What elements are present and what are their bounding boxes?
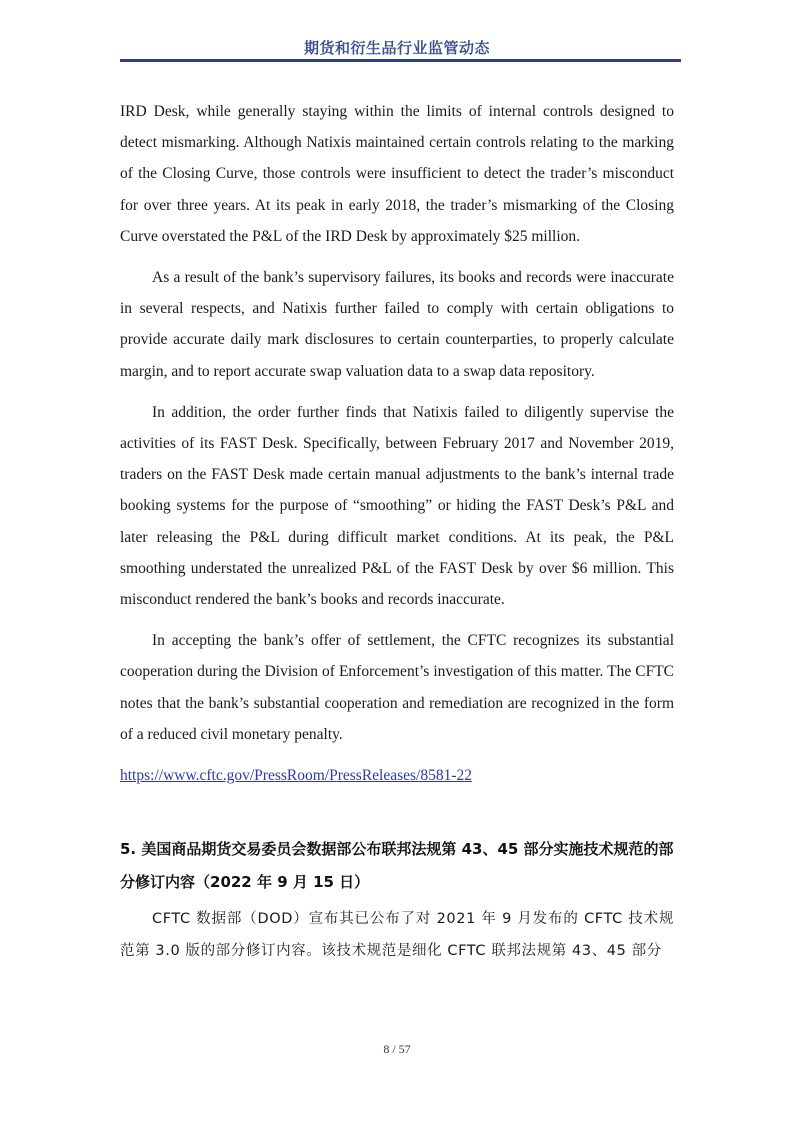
body-paragraph-3: In addition, the order further finds that Natixis failed to diligently supervise the activities of its FAST Desk. Specifically, between February 2017 and November 2019, traders on the FAST Desk made certain manual adjustments to the bank’s internal trade booking systems for the purpose of “smoothing” or hiding the FAST Desk’s P&L and later releasing the P&L during difficult market conditions. At its peak, the P&L smoothing understated the unrealized P&L of the FAST Desk by over $6 million. This misconduct rendered the bank’s books and records inaccurate. xyxy=(120,403,674,609)
section-paragraph: CFTC 数据部（DOD）宣布其已公布了对 2021 年 9 月发布的 CFTC 技术规范第 3.0 版的部分修订内容。该技术规范是细化 CFTC 联邦法规第 43、45 部分 xyxy=(120,911,674,960)
body-paragraph-4: In accepting the bank’s offer of settlement, the CFTC recognizes its substantial cooperation during the Division of Enforcement’s investigation of this matter. The CFTC notes that the bank’s substantial cooperation and remediation are recognized in the form of a reduced civil monetary penalty. xyxy=(120,632,674,743)
header-divider xyxy=(120,59,681,62)
body-paragraph-1: IRD Desk, while generally staying within the limits of internal controls designed to detect mismarking. Although Natixis maintained certain controls relating to the marking of the Closing Curve, those controls were insufficient to detect the trader’s misconduct for over three years. At its peak in early 2018, the trader’s mismarking of the Closing Curve overstated the P&L of the IRD Desk by approximately $25 million. xyxy=(120,103,674,245)
body-paragraph-2: As a result of the bank’s supervisory failures, its books and records were inaccurate in several respects, and Natixis further failed to comply with certain obligations to provide accurate daily mark disclosures to certain counterparties, to properly calculate margin, and to report accurate swap valuation data to a swap data repository. xyxy=(120,269,674,380)
running-header-title: 期货和衍生品行业监管动态 xyxy=(303,39,490,57)
section-heading: 5. 美国商品期货交易委员会数据部公布联邦法规第 43、45 部分实施技术规范的部分修订内容（2022 年 9 月 15 日） xyxy=(120,840,674,892)
page-content xyxy=(120,96,674,982)
page-number: 8 / 57 xyxy=(383,1042,411,1056)
press-release-link[interactable]: https://www.cftc.gov/PressRoom/PressReleases/8581-22 xyxy=(120,767,473,785)
